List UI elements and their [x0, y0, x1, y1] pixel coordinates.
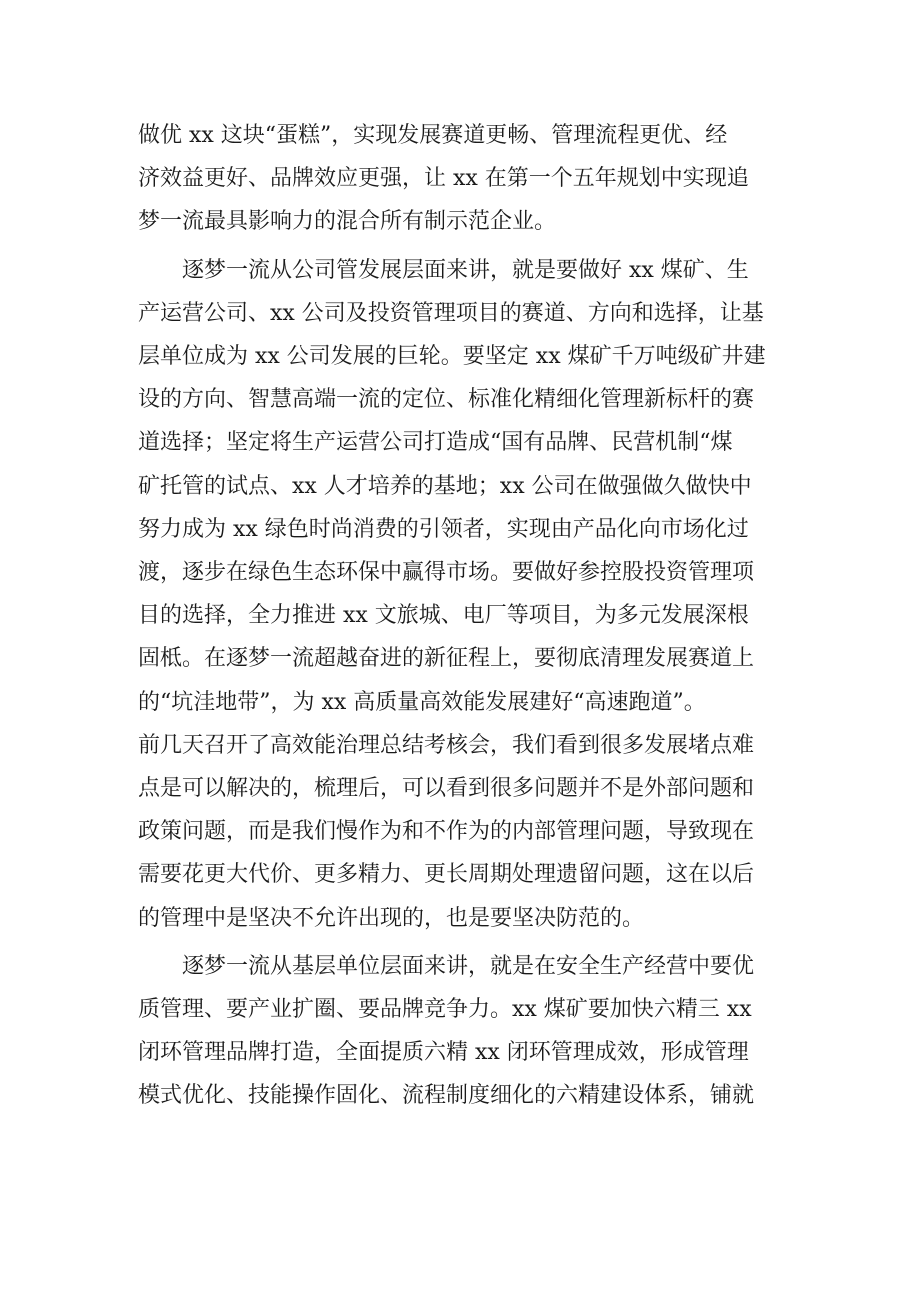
text-line: 闭环管理品牌打造，全面提质六精 xx 闭环管理成效，形成管理: [138, 1040, 749, 1066]
text-line: 梦一流最具影响力的混合所有制示范企业。: [138, 209, 557, 235]
paragraph-1: [138, 114, 783, 244]
text-line: 设的方向、智慧高端一流的定位、标准化精细化管理新标杆的赛: [138, 387, 755, 413]
text-line: 固柢。在逐梦一流超越奋进的新征程上，要彻底清理发展赛道上: [138, 646, 755, 672]
text-line: 政策问题，而是我们慢作为和不作为的内部管理问题，导致现在: [138, 819, 755, 845]
paragraph-2: [138, 249, 783, 940]
text-line: 模式优化、技能操作固化、流程制度细化的六精建设体系，铺就: [138, 1083, 755, 1109]
text-line: 道选择；坚定将生产运营公司打造成“国有品牌、民营机制“煤: [138, 430, 733, 456]
text-line: 逐梦一流从基层单位层面来讲，就是在安全生产经营中要优: [182, 953, 755, 979]
text-line: 需要花更大代价、更多精力、更长周期处理遗留问题，这在以后: [138, 862, 755, 888]
text-line: 逐梦一流从公司管发展层面来讲，就是要做好 xx 煤矿、生: [182, 257, 749, 283]
text-line: 的“坑洼地带”，为 xx 高质量高效能发展建好“高速跑道”。: [138, 689, 706, 715]
text-line: 点是可以解决的，梳理后，可以看到很多问题并不是外部问题和: [138, 776, 755, 802]
text-line: 努力成为 xx 绿色时尚消费的引领者，实现由产品化向市场化过: [138, 516, 749, 542]
document-body: [138, 114, 783, 1118]
text-line: 前几天召开了高效能治理总结考核会，我们看到很多发展堵点难: [138, 732, 755, 758]
text-line: 渡，逐步在绿色生态环保中赢得市场。要做好参控股投资管理项: [138, 560, 755, 586]
text-line: 济效益更好、品牌效应更强，让 xx 在第一个五年规划中实现追: [138, 166, 749, 192]
text-line: 做优 xx 这块“蛋糕”，实现发展赛道更畅、管理流程更优、经: [138, 123, 728, 148]
text-line: 目的选择，全力推进 xx 文旅城、电厂等项目，为多元发展深根: [138, 603, 749, 629]
text-line: 的管理中是坚决不允许出现的，也是要坚决防范的。: [138, 905, 645, 931]
text-line: 层单位成为 xx 公司发展的巨轮。要坚定 xx 煤矿千万吨级矿井建: [138, 344, 766, 370]
text-line: 矿托管的试点、xx 人才培养的基地；xx 公司在做强做久做快中: [138, 473, 752, 499]
paragraph-3: [138, 945, 783, 1118]
text-line: 产运营公司、xx 公司及投资管理项目的赛道、方向和选择，让基: [138, 300, 764, 326]
text-line: 质管理、要产业扩圈、要品牌竞争力。xx 煤矿要加快六精三 xx: [138, 997, 752, 1023]
